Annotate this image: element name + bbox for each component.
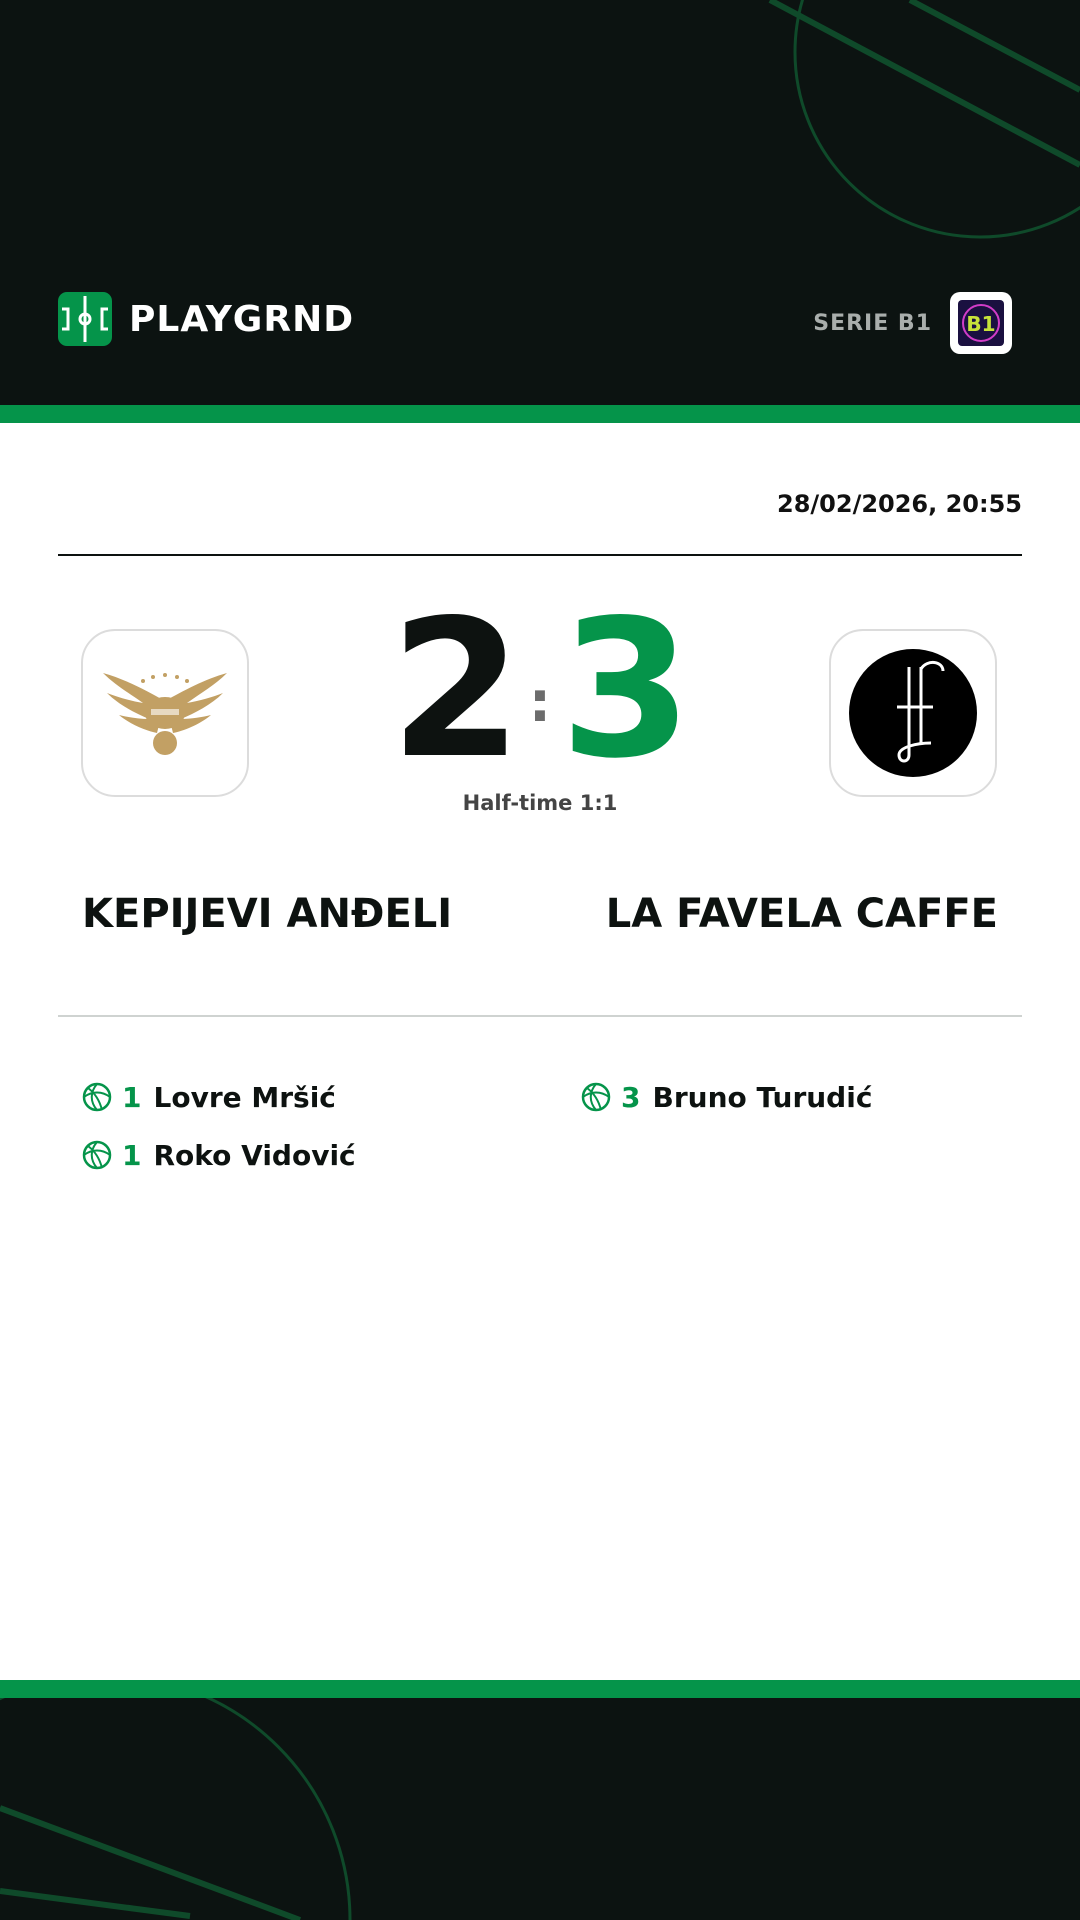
ball-icon <box>581 1082 611 1112</box>
footer-band <box>0 1698 1080 1920</box>
brand-logo[interactable] <box>58 292 354 346</box>
away-team-logo[interactable] <box>829 629 997 797</box>
score-separator: : <box>528 670 552 735</box>
accent-bar-bottom <box>0 1680 1080 1698</box>
league-badge-icon <box>950 292 1012 354</box>
accent-bar-top <box>0 405 1080 423</box>
league-name: SERIE B1 <box>813 310 932 336</box>
halftime-score: Half-time 1:1 <box>462 791 618 815</box>
list-item[interactable] <box>82 1068 522 1126</box>
winged-crest-logo <box>95 663 235 763</box>
scorer-name: Roko Vidović <box>153 1138 356 1172</box>
league-badge-text: B1 <box>966 312 996 336</box>
away-team-name[interactable]: LA FAVELA CAFFE <box>605 891 998 937</box>
scorer-name: Lovre Mršić <box>153 1080 336 1114</box>
home-team-logo[interactable] <box>81 629 249 797</box>
away-scorers-list <box>581 1068 1021 1126</box>
scorer-name: Bruno Turudić <box>652 1080 873 1114</box>
home-team-name[interactable]: KEPIJEVI ANĐELI <box>82 891 453 937</box>
match-datetime: 28/02/2026, 20:55 <box>777 490 1022 518</box>
brand-name: PLAYGRND <box>129 298 355 340</box>
list-item[interactable] <box>82 1126 522 1184</box>
goal-count: 3 <box>621 1080 641 1114</box>
league-info[interactable] <box>813 292 1012 354</box>
divider-light <box>58 1015 1022 1017</box>
lf-monogram-logo <box>847 647 979 779</box>
pitch-lines-decoration <box>0 1698 1080 1920</box>
divider <box>58 554 1022 556</box>
away-score: 3 <box>560 579 693 800</box>
home-score: 2 <box>390 579 523 800</box>
home-scorers-list <box>82 1068 522 1184</box>
list-item[interactable] <box>581 1068 1021 1126</box>
ball-icon <box>82 1082 112 1112</box>
goal-count: 1 <box>122 1138 142 1172</box>
pitch-icon <box>58 292 112 346</box>
goal-count: 1 <box>122 1080 142 1114</box>
ball-icon <box>82 1140 112 1170</box>
header-band <box>0 0 1080 405</box>
